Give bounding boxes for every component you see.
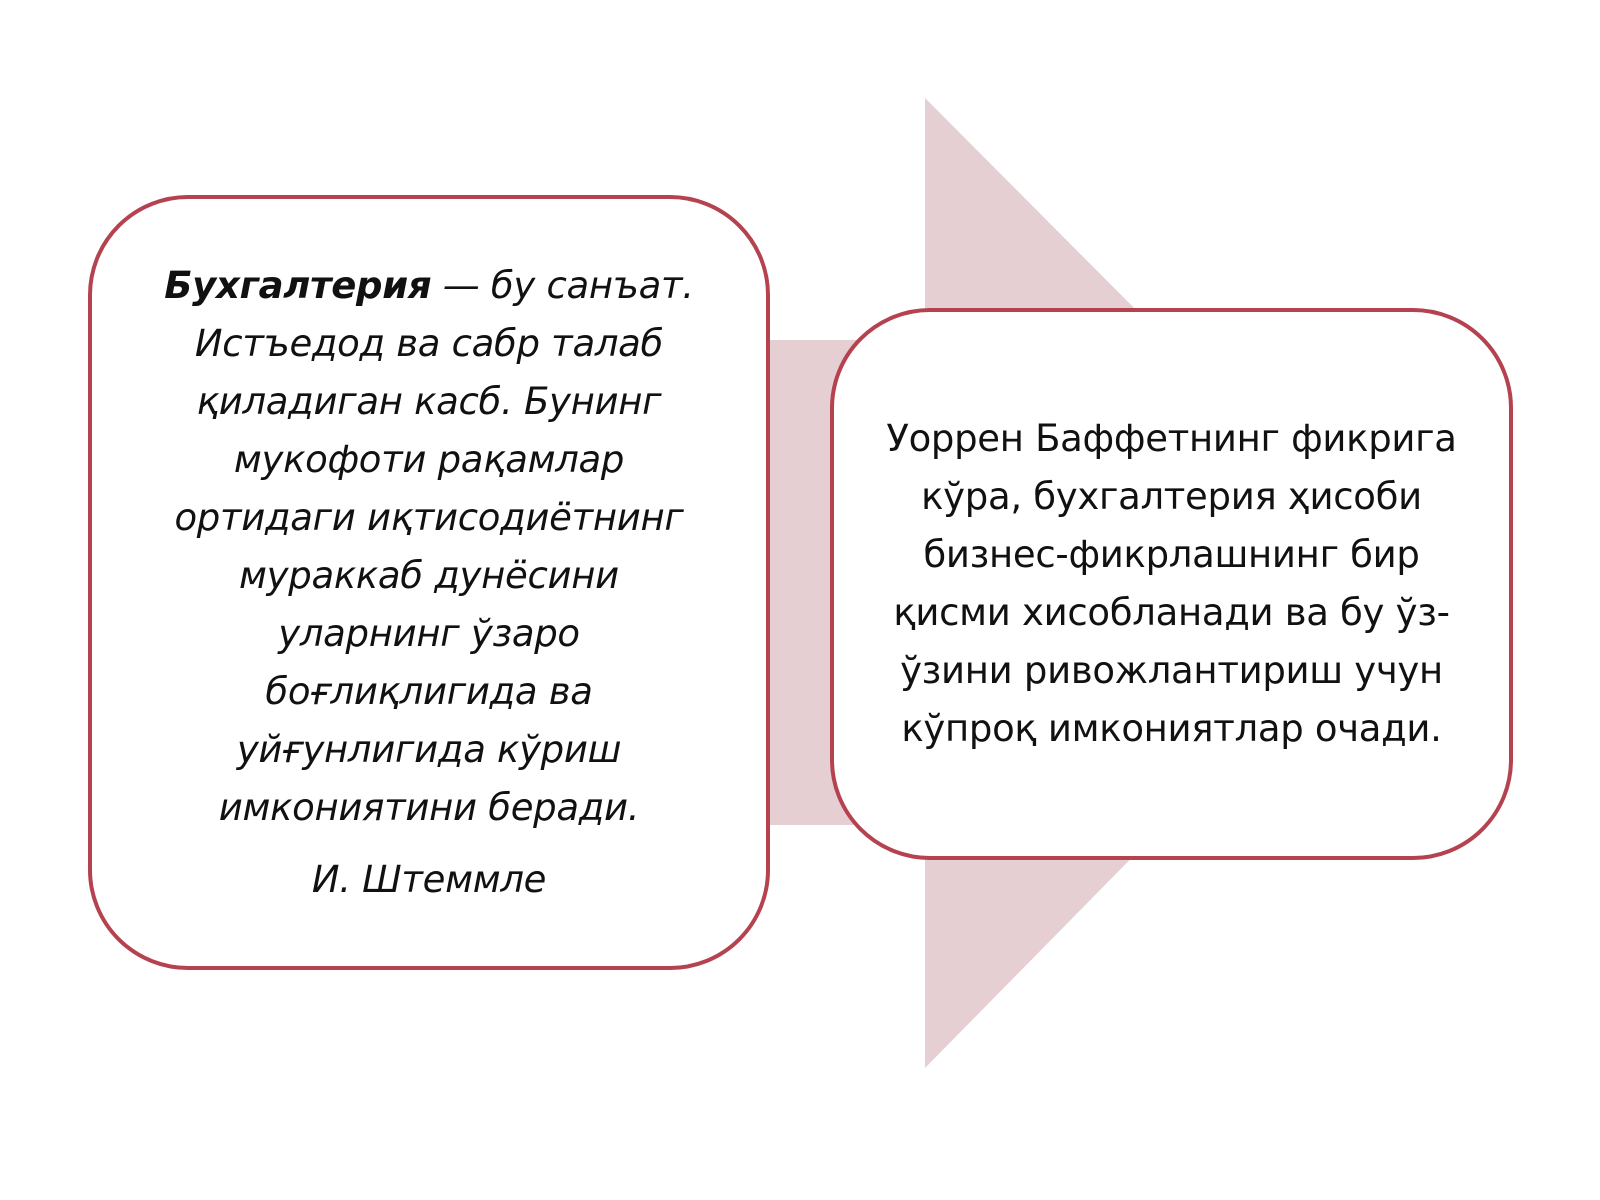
opinion-text: [864, 410, 1479, 758]
opinion-box: [830, 308, 1513, 860]
quote-body: — бу санъат. Истъедод ва сабр талаб қиладиган касб. Бунинг мукофоти рақамлар ортидаги иқтисодиётнинг мураккаб дунёсини уларнинг ўзаро боғлиқлигида ва уйғунлигида кўриш имкониятини беради.: [174, 263, 694, 829]
quote-term: Бухгалтерия: [164, 263, 432, 307]
opinion-body: Уоррен Баффетнинг фикрига кўра, бухгалтерия ҳисоби бизнес-фикрлашнинг бир қисми хисобланади ва бу ўз-ўзини ривожлантириш учун кўпроқ имкониятлар очади.: [886, 417, 1457, 750]
quote-text: [148, 257, 710, 837]
quote-box: [88, 195, 770, 970]
quote-author: И. Штеммле: [311, 857, 547, 901]
